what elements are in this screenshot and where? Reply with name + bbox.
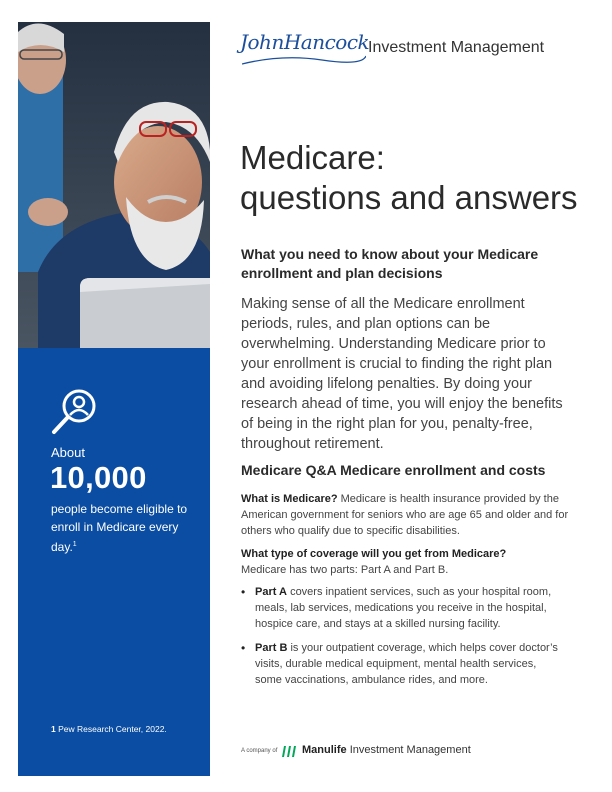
list-item-label: Part B <box>255 642 288 654</box>
list-item-text: covers inpatient services, such as your hospital room, meals, lab services, medications you receive in the hospital, hospice care, and stays at a skilled nursing facility. <box>255 586 552 630</box>
coverage-list <box>241 584 566 696</box>
footer-brand-bold: Manulife <box>302 744 347 756</box>
qa-answer: Medicare has two parts: Part A and Part B. <box>241 564 449 576</box>
footnote <box>51 724 167 734</box>
footer-brand <box>302 744 471 756</box>
list-item <box>241 584 566 632</box>
qa-question: What is Medicare? <box>241 493 338 505</box>
footnote-text: Pew Research Center, 2022. <box>58 724 167 734</box>
intro-paragraph: Making sense of all the Medicare enrollment periods, rules, and plan options can be overwhelming. Understanding Medicare prior to your enrollment is crucial to finding the right plan and avoiding lifelong penalties. By doing your research ahead of time, you will enjoy the benefits of being in the right plan for you, penalty-free, throughout retirement. <box>241 296 563 452</box>
magnifier-person-icon <box>50 386 100 436</box>
logo-swash-icon <box>242 52 366 68</box>
hero-photo <box>18 22 210 348</box>
stat-description <box>51 500 201 556</box>
footer-prefix: A company of <box>241 748 278 754</box>
page-title <box>240 138 580 218</box>
list-item <box>241 640 566 688</box>
page-subtitle: What you need to know about your Medicare enrollment and plan decisions <box>241 246 539 281</box>
left-column <box>18 22 210 776</box>
stat-about-label: About <box>51 445 85 460</box>
stat-description-text: people become eligible to enroll in Medicare every day. <box>51 502 188 554</box>
qa-question: What type of coverage will you get from Medicare? <box>241 548 507 560</box>
logo-wordmark <box>240 30 369 54</box>
page-title-line2: questions and answers <box>240 179 578 216</box>
stat-panel <box>18 348 210 776</box>
logo-tagline: Investment Management <box>368 39 545 56</box>
qa-answer: Medicare is health insurance provided by the American government for seniors who are age 65 and older and for others who qualify due to specific disabilities. <box>241 493 569 537</box>
section-heading: Medicare Q&A Medicare enrollment and costs <box>241 462 546 478</box>
footer-brand-rest: Investment Management <box>349 744 471 756</box>
logo-script-john: John <box>240 30 284 54</box>
list-item-label: Part A <box>255 586 287 598</box>
footnote-number: 1 <box>51 724 56 734</box>
manulife-mark-icon <box>281 745 297 758</box>
list-item-text: is your outpatient coverage, which helps cover doctor’s visits, durable medical equipment, mental health services, some vaccinations, ambulance rides, and more. <box>255 642 558 686</box>
page-title-line1: Medicare: <box>240 139 385 176</box>
hero-photo-illustration <box>18 22 210 348</box>
stat-number: 10,000 <box>50 460 147 495</box>
qa-item-what-is-medicare <box>241 491 571 539</box>
footnote-marker: 1 <box>72 541 77 548</box>
qa-item-coverage <box>241 546 571 578</box>
logo-script-hancock: Hancock <box>283 30 370 54</box>
